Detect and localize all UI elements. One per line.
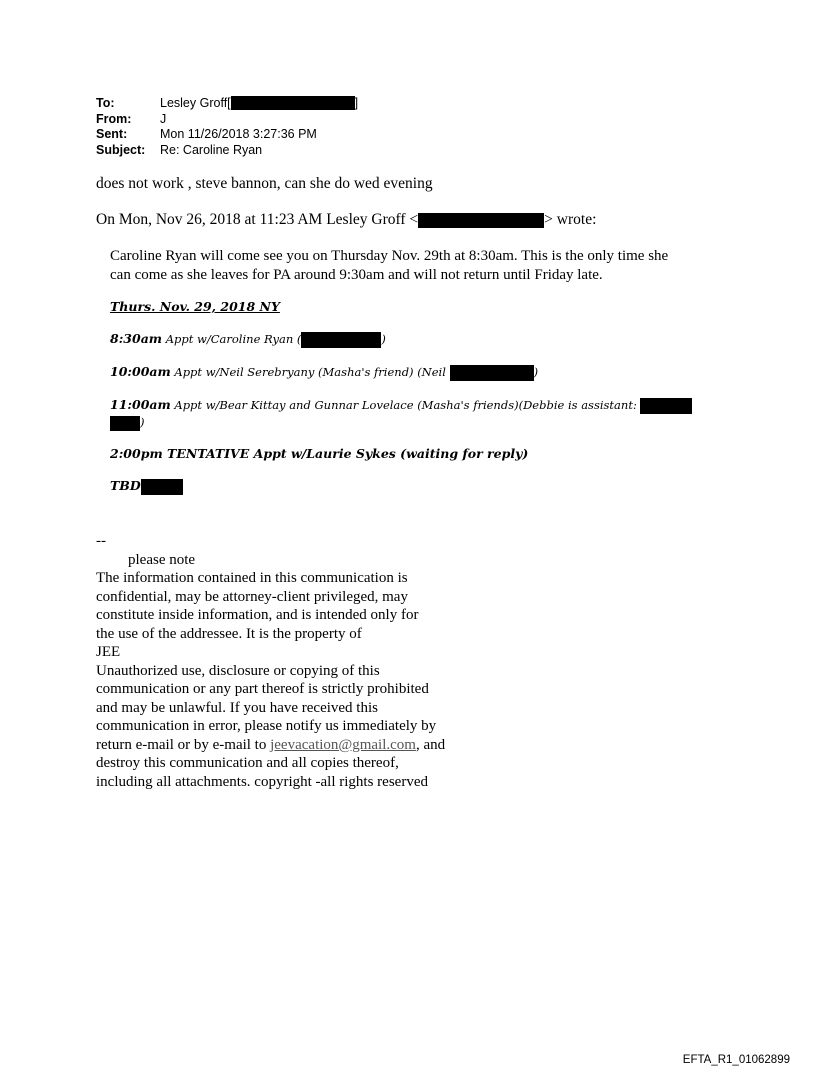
quote-intro-after: > wrote: [544,211,597,228]
redaction-bar [231,96,355,110]
signature-line: and may be unlawful. If you have received this [96,699,378,716]
return-after: , and [415,736,446,753]
redaction-bar [450,365,534,381]
signature-return-line [96,736,445,755]
tbd-row [110,478,183,495]
appt-3 [110,396,700,431]
to-value: Lesley Groff[ [160,96,231,110]
redaction-bar [110,416,140,431]
subject-label: Subject: [96,142,146,157]
signature-line: the use of the addressee. It is the property of [96,625,362,642]
appt-1-time: 8:30am [110,331,163,346]
appt-2-time: 10:00am [110,364,171,379]
subject-row [96,143,358,159]
document-id: EFTA_R1_01062899 [682,1054,790,1066]
appt-2-text: Appt w/Neil Serebryany (Masha's friend) (Neil [170,365,450,379]
quote-intro [96,210,596,229]
appt-1 [110,331,386,348]
quoted-line-1: Caroline Ryan will come see you on Thursday Nov. 29th at 8:30am. This is the only time she [110,248,669,264]
signature-line: communication in error, please notify us immediately by [96,718,437,734]
from-value: J [160,111,167,126]
redaction-bar [640,398,692,414]
signature-line: confidential, may be attorney-client privileged, may [96,588,408,605]
to-suffix: ] [354,96,359,110]
appt-3-text: Appt w/Bear Kittay and Gunnar Lovelace (Masha's friends)(Debbie is assistant: [170,398,641,412]
signature-line: constitute inside information, and is intended only for [96,607,419,623]
appt-3-close: ) [140,415,145,429]
email-signature [96,532,445,791]
to-label: To: [96,96,115,110]
signature-dashes: -- [96,533,106,549]
email-link[interactable]: jeevacation@gmail.com [270,736,416,753]
sent-label: Sent: [96,127,128,141]
signature-note: please note [128,551,196,568]
appt-2 [110,364,538,381]
signature-line: destroy this communication and all copies thereof, [96,755,399,771]
schedule-date-heading: Thurs. Nov. 29, 2018 NY [110,299,280,314]
appt-3-time: 11:00am [110,397,171,412]
email-header [96,96,358,158]
redaction-bar [301,332,381,348]
signature-line: communication or any part thereof is strictly prohibited [96,681,429,697]
appt-1-text: Appt w/Caroline Ryan ( [162,332,302,346]
from-label: From: [96,111,132,126]
signature-line: Unauthorized use, disclosure or copying of this [96,662,380,679]
signature-line: JEE [96,644,121,660]
appt-2-close: ) [533,365,539,379]
appt-1-close: ) [381,332,386,346]
subject-value: Re: Caroline Ryan [160,142,263,157]
redaction-bar [418,213,544,228]
sent-row [96,127,358,143]
signature-line: The information contained in this communication is [96,570,408,586]
quote-intro-before: On Mon, Nov 26, 2018 at 11:23 AM Lesley Groff < [96,211,419,228]
appt-4: 2:00pm TENTATIVE Appt w/Laurie Sykes (waiting for reply) [110,446,529,461]
reply-text: does not work , steve bannon, can she do wed evening [96,175,433,192]
return-before: return e-mail or by e-mail to [96,736,271,753]
redaction-bar [141,479,183,495]
quoted-line-2: can come as she leaves for PA around 9:30am and will not return until Friday late. [110,267,603,283]
sent-value: Mon 11/26/2018 3:27:36 PM [160,127,317,141]
to-row [96,96,358,112]
from-row [96,112,358,128]
tbd-label: TBD [110,478,141,493]
quoted-message [110,247,668,285]
signature-line: including all attachments. copyright -all rights reserved [96,773,428,790]
